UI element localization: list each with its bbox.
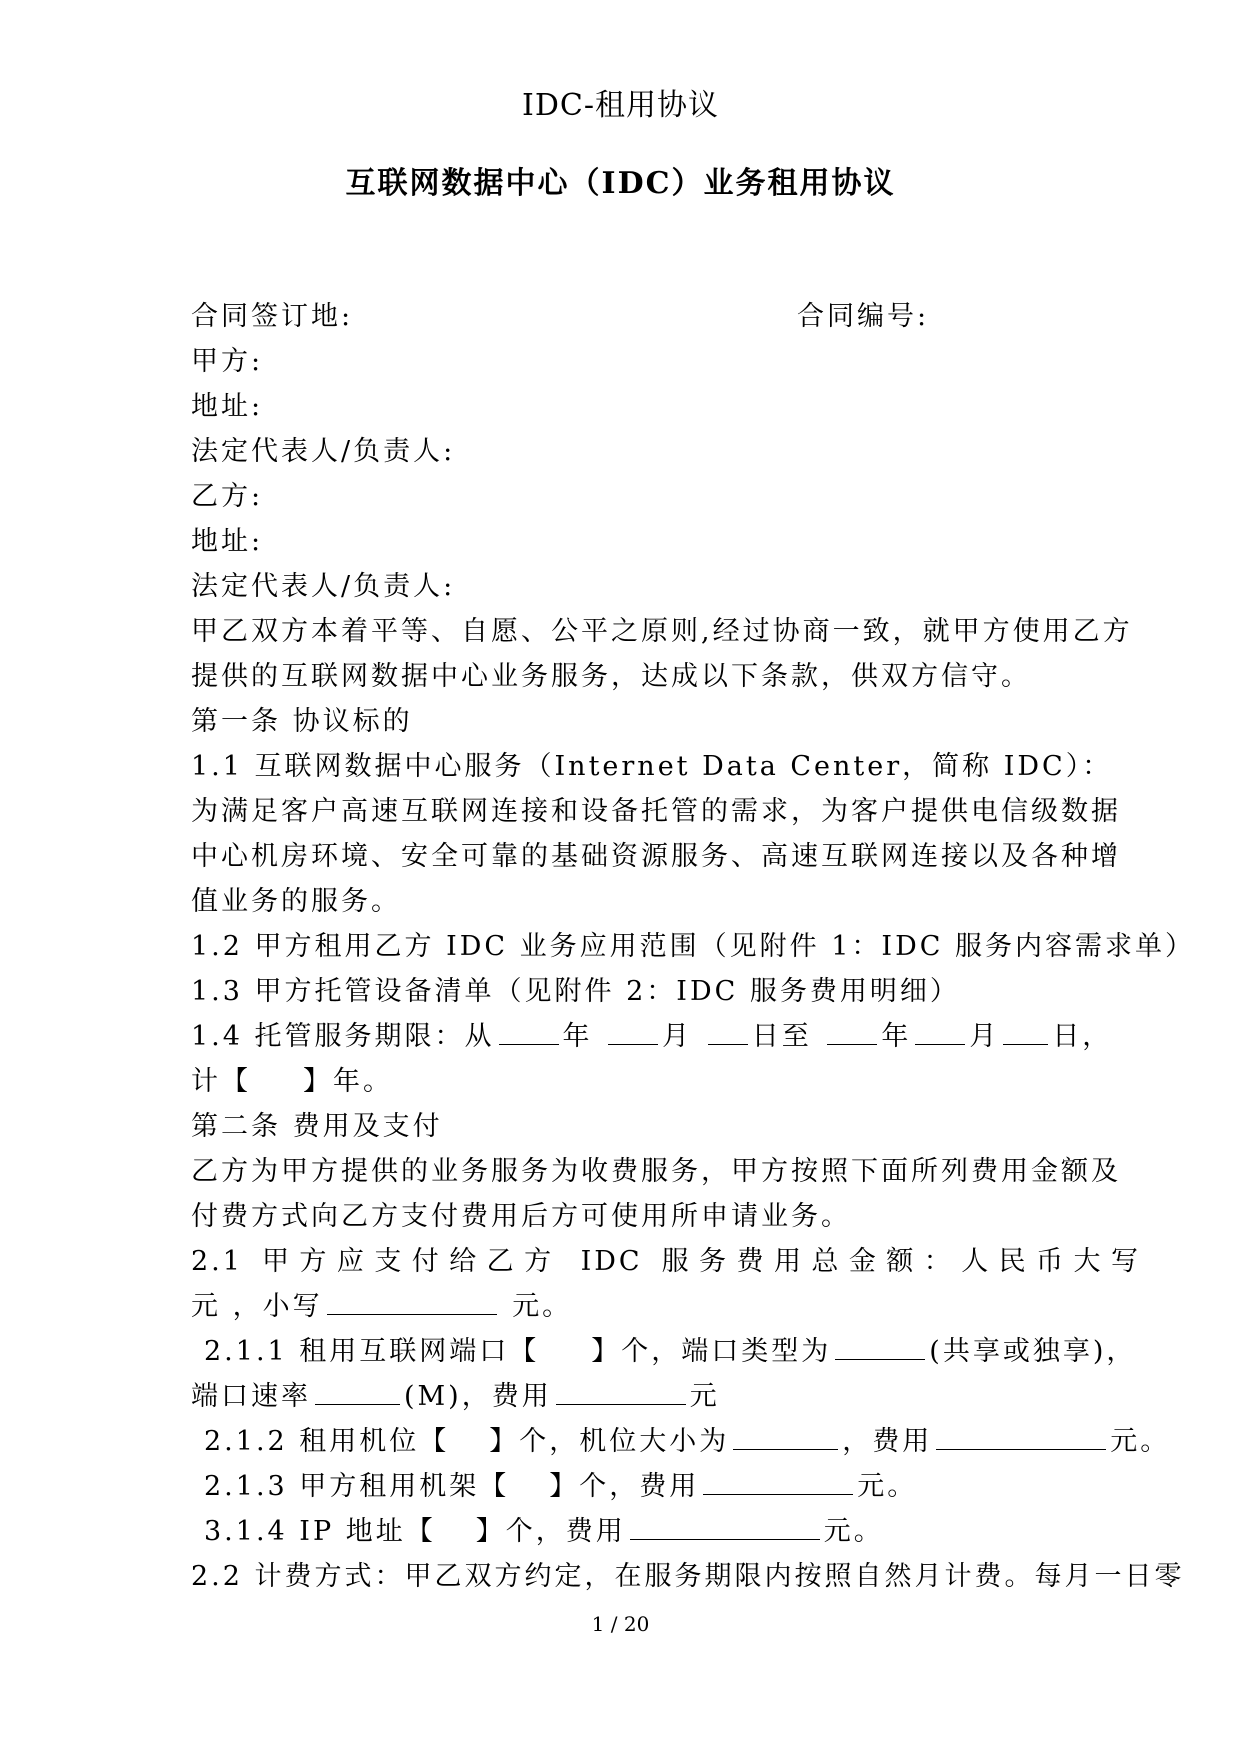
party-b-label: 乙方:: [191, 481, 264, 512]
seat-count-open: 2.1.2 租用机位【: [204, 1426, 450, 1457]
article-2-heading: 第二条 费用及支付: [191, 1111, 443, 1142]
unit-year-end: 年: [881, 1021, 912, 1052]
rack-fee-label: 】个，费用: [549, 1471, 700, 1502]
seat-fee-unit: 元。: [1110, 1426, 1171, 1457]
blank-seat-size: [733, 1421, 838, 1450]
blank-end-day: [1003, 1016, 1048, 1045]
rack-fee-unit: 元。: [857, 1471, 918, 1502]
amount-words-unit: 元 ，小写: [191, 1291, 323, 1322]
blank-port-type: [835, 1331, 925, 1360]
total-years-open: 计【: [191, 1066, 251, 1097]
ip-fee-unit: 元。: [823, 1516, 884, 1547]
article-1-heading: 第一条 协议标的: [191, 706, 413, 737]
clause-2-1-2: [191, 1419, 1171, 1464]
unit-month: 月: [662, 1021, 693, 1052]
blank-seat-fee: [936, 1421, 1106, 1450]
sign-place-row: [191, 294, 1141, 339]
party-a-address-label: 地址:: [191, 391, 264, 422]
port-rate-label: 端口速率: [191, 1381, 311, 1412]
contract-body: [191, 294, 1195, 1599]
clause-2-2: 2.2 计费方式：甲乙双方约定，在服务期限内按照自然月计费。每月一日零: [191, 1561, 1185, 1592]
seat-size-label: 】个，机位大小为: [489, 1426, 730, 1457]
blank-start-day: [708, 1016, 748, 1045]
clause-2-1-3: [191, 1464, 1141, 1509]
sign-place-label: 合同签订地:: [191, 301, 354, 332]
party-b-representative-label: 法定代表人/负责人:: [191, 571, 456, 602]
port-count-open: 2.1.1 租用互联网端口【: [204, 1336, 540, 1367]
clause-2-1-amount: [191, 1284, 1141, 1329]
port-fee-unit: 元: [689, 1381, 720, 1412]
total-years-close: 】年。: [303, 1066, 393, 1097]
port-type-label: 】个，端口类型为: [591, 1336, 832, 1367]
blank-ip-fee: [630, 1511, 820, 1540]
port-fee-label: (M)，费用: [404, 1381, 552, 1412]
seat-fee-label: ，费用: [842, 1426, 933, 1457]
clause-1-1: 1.1 互联网数据中心服务（Internet Data Center，简称 IDC）：为满足客户高速互联网连接和设备托管的需求，为客户提供电信级数据中心机房环境、安全可靠的基础资源服务、高速互联网连接以及各种增值业务的服务。: [191, 751, 1121, 917]
unit-month-end: 月: [969, 1021, 1000, 1052]
page-header: IDC-租用协议: [522, 88, 719, 123]
clause-1-2: 1.2 甲方租用乙方 IDC 业务应用范围（见附件 1：IDC 服务内容需求单）: [191, 931, 1195, 962]
blank-end-month: [915, 1016, 965, 1045]
clause-2-1-1: [191, 1329, 1141, 1374]
intro-paragraph: 甲乙双方本着平等、自愿、公平之原则,经过协商一致，就甲方使用乙方提供的互联网数据中心业务服务，达成以下条款，供双方信守。: [191, 616, 1133, 692]
blank-end-year: [827, 1016, 877, 1045]
port-type-hint: (共享或独享)，: [929, 1336, 1137, 1367]
clause-3-1-4: [191, 1509, 1141, 1554]
unit-year: 年: [562, 1021, 593, 1052]
clause-2-1: 2.1 甲方应支付给乙方 IDC 服务费用总金额：人民币大写: [191, 1246, 1141, 1277]
rack-count-open: 2.1.3 甲方租用机架【: [204, 1471, 510, 1502]
ip-fee-label: 】个，费用: [475, 1516, 626, 1547]
clause-1-4: [191, 1014, 1141, 1059]
clause-2-1-1-rate: [191, 1374, 1141, 1419]
blank-start-month: [608, 1016, 658, 1045]
blank-amount-figures: [327, 1286, 497, 1315]
amount-figures-unit: 元。: [512, 1291, 573, 1322]
blank-start-year: [499, 1016, 559, 1045]
blank-port-fee: [556, 1376, 686, 1405]
unit-day-end: 日，: [1052, 1021, 1113, 1052]
clause-1-4-total: [191, 1059, 1141, 1104]
blank-rack-fee: [703, 1466, 853, 1495]
article-2-intro: 乙方为甲方提供的业务服务为收费服务，甲方按照下面所列费用金额及付费方式向乙方支付费用后方可使用所申请业务。: [191, 1156, 1121, 1232]
clause-1-4-lead: 1.4 托管服务期限：从: [191, 1021, 495, 1052]
clause-1-3: 1.3 甲方托管设备清单（见附件 2：IDC 服务费用明细）: [191, 976, 960, 1007]
party-b-address-label: 地址:: [191, 526, 264, 557]
blank-port-rate: [315, 1376, 400, 1405]
document-title: 互联网数据中心（IDC）业务租用协议: [345, 166, 896, 201]
party-a-label: 甲方:: [191, 346, 264, 377]
party-a-representative-label: 法定代表人/负责人:: [191, 436, 456, 467]
unit-day-to: 日至: [751, 1021, 812, 1052]
contract-number-label: 合同编号:: [797, 301, 930, 332]
page-number: 1 / 20: [591, 1612, 650, 1636]
ip-count-open: 3.1.4 IP 地址【: [204, 1516, 436, 1547]
